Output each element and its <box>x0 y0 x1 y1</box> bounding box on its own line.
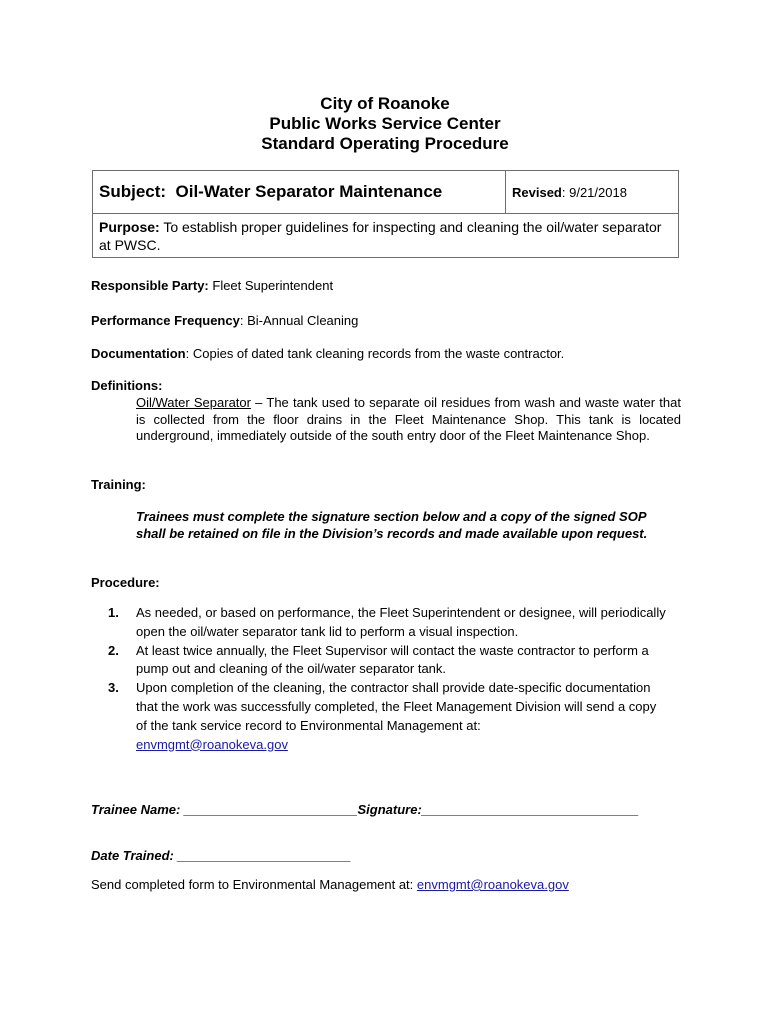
performance-frequency <box>91 313 358 329</box>
purpose-label: Purpose: <box>99 219 160 235</box>
purpose-cell <box>93 214 679 258</box>
department-name: Public Works Service Center <box>269 114 501 133</box>
trainee-name-field[interactable]: ________________________ <box>180 802 358 817</box>
frequency-label: Performance Frequency <box>91 313 240 328</box>
footer-text: Send completed form to Environmental Management at: <box>91 877 417 892</box>
responsible-value: Fleet Superintendent <box>208 278 334 293</box>
revised-cell <box>506 171 679 214</box>
documentation-label: Documentation <box>91 346 186 361</box>
definitions-label: Definitions: <box>91 378 163 393</box>
definition-body: – The tank used to separate oil residues from wash and waste water that is collected from the floor drains in the Fleet Maintenance Shop. This tank is located underground, immediately outside of the south entry door of the Fleet Maintenance Shop. <box>136 395 681 443</box>
footer-email-link[interactable]: envmgmt@roanokeva.gov <box>416 877 569 892</box>
responsible-label: Responsible Party: <box>91 278 209 293</box>
revised-label: Revised <box>512 184 562 200</box>
step-text: At least twice annually, the Fleet Supervisor will contact the waste contractor to perform a pump out and cleaning of the oil/water separator tank. <box>136 642 649 677</box>
documentation-value: : Copies of dated tank cleaning records from the waste contractor. <box>185 346 565 361</box>
signature-label: Signature: <box>357 802 422 817</box>
revised-date: : 9/21/2018 <box>561 184 627 200</box>
step-text: As needed, or based on performance, the Fleet Superintendent or designee, will periodically open the oil/water separator tank lid to perform a visual inspection. <box>136 605 666 639</box>
signature-field[interactable]: ______________________________ <box>421 802 639 817</box>
step-text: Upon completion of the cleaning, the contractor shall provide date-specific documentation that the work was successfully completed, the Fleet Management Division will send a copy of the tank service record to Environmental Management at: <box>136 680 657 733</box>
trainee-name-label: Trainee Name: <box>91 802 181 817</box>
responsible-party <box>91 278 333 294</box>
documentation <box>91 346 564 362</box>
procedure-step <box>108 642 668 680</box>
definition-term: Oil/Water Separator <box>136 395 251 410</box>
city-name: City of Roanoke <box>320 94 450 113</box>
date-trained-label: Date Trained: <box>91 848 174 863</box>
procedure-email-link[interactable]: envmgmt@roanokeva.gov <box>136 736 288 752</box>
procedure-list <box>108 604 668 754</box>
definition-text <box>136 395 681 445</box>
subject-cell <box>93 171 506 214</box>
procedure-step <box>108 679 668 754</box>
procedure-label: Procedure: <box>91 575 160 590</box>
training-text: Trainees must complete the signature section below and a copy of the signed SOP shall be retained on file in the Division’s records and made available upon request. <box>136 509 648 541</box>
purpose-text: To establish proper guidelines for inspecting and cleaning the oil/water separator at PWSC. <box>99 219 662 253</box>
subject-value: Oil-Water Separator Maintenance <box>175 182 443 201</box>
procedure-step <box>108 604 668 642</box>
training-label: Training: <box>91 477 146 492</box>
step-number: 3. <box>108 680 119 696</box>
document-type: Standard Operating Procedure <box>261 134 509 153</box>
step-number: 1. <box>108 605 119 620</box>
date-trained-line <box>91 848 351 863</box>
step-number: 2. <box>108 642 119 658</box>
trainee-signature-line <box>91 802 639 817</box>
footer-instruction <box>91 877 569 893</box>
document-heading <box>0 94 770 154</box>
subject-table <box>92 170 679 258</box>
frequency-value: : Bi-Annual Cleaning <box>239 313 359 328</box>
date-trained-field[interactable]: ________________________ <box>173 848 351 863</box>
step-text-with-email <box>136 679 668 754</box>
subject-label: Subject: <box>99 182 167 201</box>
